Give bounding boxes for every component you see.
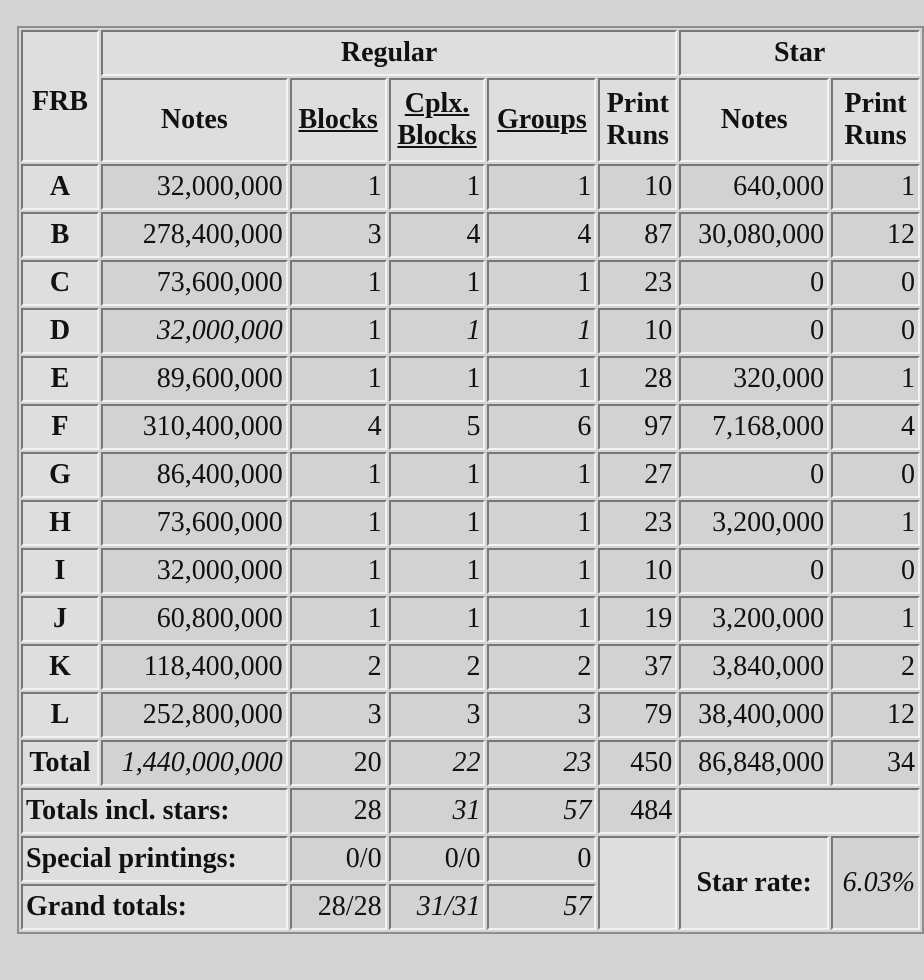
- print-runs-header: Print Runs: [598, 78, 677, 162]
- cell-star-runs: 0: [831, 260, 920, 306]
- table-row: [21, 692, 920, 738]
- cell-blocks: 3: [290, 212, 387, 258]
- star-rate-value: 6.03%: [831, 836, 920, 930]
- cell-star-runs: 1: [831, 164, 920, 210]
- cell-groups: 1: [487, 308, 596, 354]
- frb-letter: A: [21, 164, 99, 210]
- cell-notes: 310,400,000: [101, 404, 288, 450]
- star-print-runs-header: Print Runs: [831, 78, 920, 162]
- special-printings-label: Special printings:: [21, 836, 288, 882]
- totals-incl-stars-cplx: 31: [389, 788, 486, 834]
- cell-blocks: 4: [290, 404, 387, 450]
- cell-cplx: 1: [389, 596, 486, 642]
- cell-cplx: 5: [389, 404, 486, 450]
- cell-star-notes: 30,080,000: [679, 212, 829, 258]
- cell-star-notes: 38,400,000: [679, 692, 829, 738]
- grand-totals-blocks: 28/28: [290, 884, 387, 930]
- cell-groups: 6: [487, 404, 596, 450]
- table-row: [21, 164, 920, 210]
- blocks-header[interactable]: [290, 78, 387, 162]
- cell-notes: 32,000,000: [101, 164, 288, 210]
- cell-star-runs: 0: [831, 452, 920, 498]
- table-row: [21, 500, 920, 546]
- total-runs: 450: [598, 740, 677, 786]
- cell-star-notes: 640,000: [679, 164, 829, 210]
- cell-star-runs: 2: [831, 644, 920, 690]
- frb-letter: B: [21, 212, 99, 258]
- cell-star-runs: 1: [831, 356, 920, 402]
- totals-incl-stars-label: Totals incl. stars:: [21, 788, 288, 834]
- cell-star-runs: 4: [831, 404, 920, 450]
- groups-header[interactable]: [487, 78, 596, 162]
- cell-notes: 32,000,000: [101, 548, 288, 594]
- cell-star-notes: 0: [679, 260, 829, 306]
- cell-runs: 23: [598, 260, 677, 306]
- cell-cplx: 4: [389, 212, 486, 258]
- cell-star-notes: 3,840,000: [679, 644, 829, 690]
- grand-totals-label: Grand totals:: [21, 884, 288, 930]
- total-star-notes: 86,848,000: [679, 740, 829, 786]
- cell-star-notes: 3,200,000: [679, 596, 829, 642]
- frb-letter: F: [21, 404, 99, 450]
- cell-groups: 1: [487, 596, 596, 642]
- cell-cplx: 1: [389, 164, 486, 210]
- frb-letter: D: [21, 308, 99, 354]
- cell-star-notes: 3,200,000: [679, 500, 829, 546]
- table-row: [21, 356, 920, 402]
- cell-blocks: 1: [290, 500, 387, 546]
- frb-letter: J: [21, 596, 99, 642]
- frb-letter: I: [21, 548, 99, 594]
- cell-blocks: 1: [290, 548, 387, 594]
- frb-printing-table: [17, 26, 924, 934]
- cell-runs: 28: [598, 356, 677, 402]
- totals-incl-stars-runs: 484: [598, 788, 677, 834]
- blank-cell: [679, 788, 920, 834]
- special-printings-groups: 0: [487, 836, 596, 882]
- special-printings-blocks: 0/0: [290, 836, 387, 882]
- cell-star-runs: 0: [831, 308, 920, 354]
- total-cplx: 22: [389, 740, 486, 786]
- frb-letter: K: [21, 644, 99, 690]
- regular-header: Regular: [101, 30, 677, 76]
- cell-groups: 3: [487, 692, 596, 738]
- cell-cplx: 1: [389, 452, 486, 498]
- cell-runs: 19: [598, 596, 677, 642]
- total-star-runs: 34: [831, 740, 920, 786]
- cell-blocks: 1: [290, 164, 387, 210]
- cell-cplx: 1: [389, 356, 486, 402]
- groups-header-link[interactable]: Groups: [497, 103, 587, 135]
- cell-blocks: 1: [290, 356, 387, 402]
- cell-runs: 87: [598, 212, 677, 258]
- cell-cplx: 1: [389, 308, 486, 354]
- table-row: [21, 548, 920, 594]
- totals-incl-stars-blocks: 28: [290, 788, 387, 834]
- cell-runs: 10: [598, 164, 677, 210]
- cell-notes: 32,000,000: [101, 308, 288, 354]
- table-row: [21, 260, 920, 306]
- cell-star-notes: 0: [679, 548, 829, 594]
- cell-notes: 73,600,000: [101, 260, 288, 306]
- totals-incl-stars-groups: 57: [487, 788, 596, 834]
- total-notes: 1,440,000,000: [101, 740, 288, 786]
- total-blocks: 20: [290, 740, 387, 786]
- blank-runs-cell: [598, 836, 677, 930]
- cell-blocks: 3: [290, 692, 387, 738]
- cplx-blocks-header[interactable]: Cplx. Blocks: [389, 78, 486, 162]
- cell-star-notes: 320,000: [679, 356, 829, 402]
- frb-header: FRB: [21, 30, 99, 162]
- cell-notes: 89,600,000: [101, 356, 288, 402]
- cell-cplx: 3: [389, 692, 486, 738]
- special-printings-cplx: 0/0: [389, 836, 486, 882]
- table-row: [21, 452, 920, 498]
- cell-star-notes: 0: [679, 452, 829, 498]
- total-groups: 23: [487, 740, 596, 786]
- cell-runs: 27: [598, 452, 677, 498]
- cell-notes: 278,400,000: [101, 212, 288, 258]
- cell-notes: 60,800,000: [101, 596, 288, 642]
- cell-groups: 1: [487, 548, 596, 594]
- cell-groups: 4: [487, 212, 596, 258]
- frb-letter: L: [21, 692, 99, 738]
- cell-groups: 1: [487, 500, 596, 546]
- cell-groups: 1: [487, 356, 596, 402]
- table-row: [21, 404, 920, 450]
- cell-blocks: 1: [290, 308, 387, 354]
- cell-blocks: 2: [290, 644, 387, 690]
- table-row: [21, 596, 920, 642]
- cell-runs: 79: [598, 692, 677, 738]
- blocks-header-link[interactable]: Blocks: [298, 103, 378, 135]
- total-label: Total: [21, 740, 99, 786]
- notes-header: Notes: [101, 78, 288, 162]
- star-rate-label: Star rate:: [679, 836, 829, 930]
- cell-star-runs: 12: [831, 212, 920, 258]
- cell-cplx: 2: [389, 644, 486, 690]
- cell-notes: 86,400,000: [101, 452, 288, 498]
- cell-runs: 37: [598, 644, 677, 690]
- cell-groups: 1: [487, 164, 596, 210]
- cell-groups: 2: [487, 644, 596, 690]
- cell-star-runs: 12: [831, 692, 920, 738]
- cell-star-runs: 0: [831, 548, 920, 594]
- cell-groups: 1: [487, 260, 596, 306]
- cell-cplx: 1: [389, 548, 486, 594]
- cell-cplx: 1: [389, 260, 486, 306]
- grand-totals-cplx: 31/31: [389, 884, 486, 930]
- cell-blocks: 1: [290, 452, 387, 498]
- cell-star-runs: 1: [831, 500, 920, 546]
- cell-groups: 1: [487, 452, 596, 498]
- frb-letter: C: [21, 260, 99, 306]
- cell-runs: 10: [598, 308, 677, 354]
- cell-notes: 252,800,000: [101, 692, 288, 738]
- star-header: Star: [679, 30, 920, 76]
- cell-notes: 73,600,000: [101, 500, 288, 546]
- frb-letter: H: [21, 500, 99, 546]
- cell-star-notes: 0: [679, 308, 829, 354]
- frb-letter: G: [21, 452, 99, 498]
- grand-totals-groups: 57: [487, 884, 596, 930]
- cell-star-notes: 7,168,000: [679, 404, 829, 450]
- frb-letter: E: [21, 356, 99, 402]
- table-row: [21, 212, 920, 258]
- cell-star-runs: 1: [831, 596, 920, 642]
- cell-runs: 23: [598, 500, 677, 546]
- cell-notes: 118,400,000: [101, 644, 288, 690]
- cell-blocks: 1: [290, 260, 387, 306]
- cell-cplx: 1: [389, 500, 486, 546]
- cell-runs: 97: [598, 404, 677, 450]
- table-row: [21, 308, 920, 354]
- cell-blocks: 1: [290, 596, 387, 642]
- star-notes-header: Notes: [679, 78, 829, 162]
- table-row: [21, 644, 920, 690]
- cell-runs: 10: [598, 548, 677, 594]
